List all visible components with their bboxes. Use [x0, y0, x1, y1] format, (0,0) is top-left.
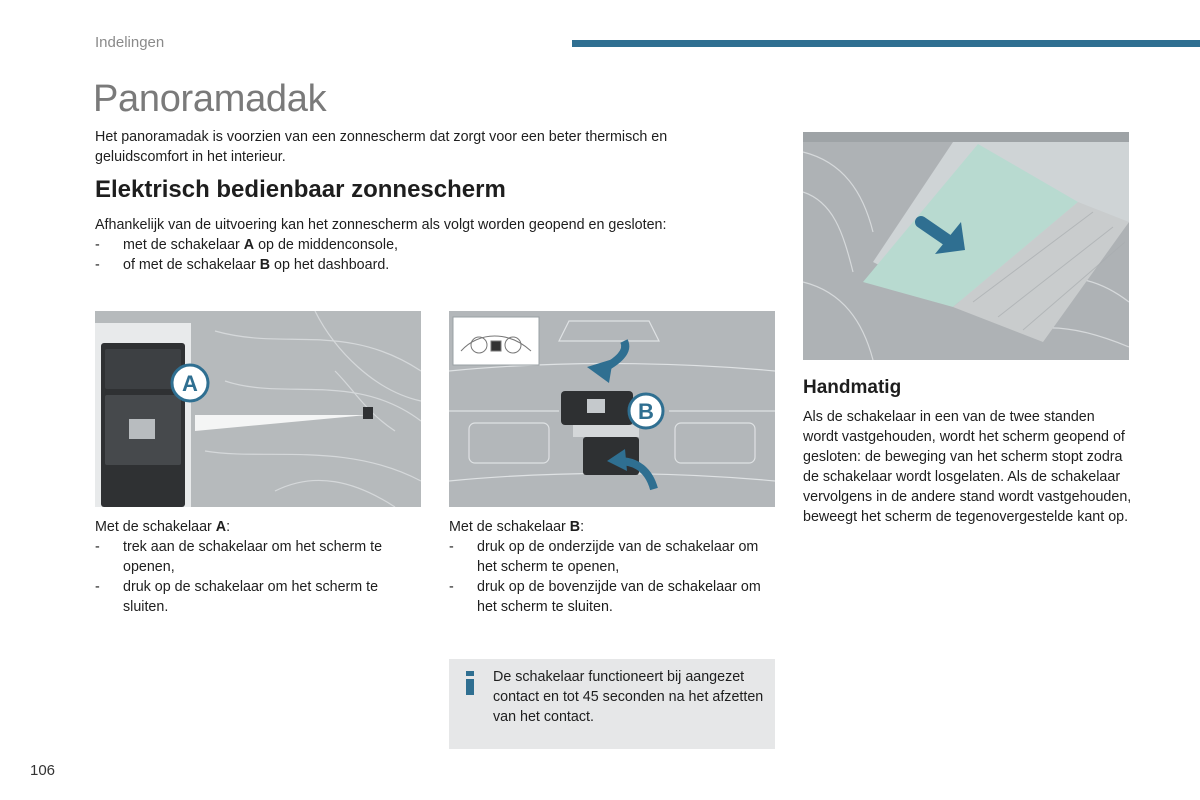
option-pre: met de schakelaar — [123, 237, 244, 253]
switch-b-instructions — [449, 517, 779, 617]
figure-roof-illustration — [803, 132, 1129, 360]
figure-switch-b — [449, 311, 775, 507]
info-box — [449, 659, 775, 749]
option-post: op het dashboard. — [270, 257, 390, 273]
intro-paragraph: Het panoramadak is voorzien van een zonnescherm dat zorgt voor een beter thermisch en geluidscomfort in het interieur. — [95, 129, 668, 165]
switch-b-intro-post: : — [580, 519, 585, 535]
info-text: De schakelaar functioneert bij aangezet contact en tot 45 seconden na het afzetten van het contact. — [493, 669, 764, 725]
bullet-dash: - — [95, 237, 100, 253]
step-text: druk op de onderzijde van de schakelaar om het scherm te openen, — [477, 539, 759, 575]
switch-a-step — [95, 537, 425, 577]
electric-lead — [95, 215, 755, 275]
figure-switch-a — [95, 311, 421, 507]
option-post: op de middenconsole, — [254, 237, 398, 253]
option-key: A — [243, 237, 255, 253]
switch-a-intro-post: : — [226, 519, 231, 535]
switch-b-key: B — [569, 519, 581, 535]
bullet-dash: - — [95, 257, 100, 273]
switch-b-step — [449, 537, 779, 577]
info-icon — [463, 669, 477, 697]
figure-switch-a-illustration — [95, 311, 421, 507]
header-bar — [572, 40, 1200, 47]
switch-b-intro — [449, 517, 779, 537]
switch-a-instructions — [95, 517, 425, 617]
figure-a-label: A — [182, 371, 198, 396]
switch-b-intro-pre: Met de schakelaar — [449, 519, 570, 535]
figure-b-label: B — [638, 399, 654, 424]
section-label: Indelingen — [95, 34, 165, 51]
electric-lead-text: Afhankelijk van de uitvoering kan het zonnescherm als volgt worden geopend en gesloten: — [95, 217, 667, 233]
bullet-dash: - — [449, 539, 454, 555]
switch-a-intro-pre: Met de schakelaar — [95, 519, 216, 535]
bullet-dash: - — [95, 579, 100, 595]
switch-b-step — [449, 577, 779, 617]
bullet-dash: - — [95, 539, 100, 555]
electric-heading: Elektrisch bedienbaar zonnescherm — [95, 176, 506, 203]
switch-a-intro — [95, 517, 425, 537]
option-key: B — [259, 257, 271, 273]
step-text: druk op de bovenzijde van de schakelaar om het scherm te sluiten. — [477, 579, 761, 615]
option-item — [95, 235, 755, 255]
page-title: Panoramadak — [93, 78, 327, 120]
bullet-dash: - — [449, 579, 454, 595]
page-number: 106 — [30, 762, 56, 779]
step-text: trek aan de schakelaar om het scherm te openen, — [123, 539, 383, 575]
switch-a-key: A — [215, 519, 227, 535]
option-pre: of met de schakelaar — [123, 257, 260, 273]
figure-panoramic-roof — [803, 132, 1129, 360]
manual-paragraph: Als de schakelaar in een van de twee standen wordt vastgehouden, wordt het scherm geopend of gesloten: de beweging van het scherm stopt zodra de schakelaar wordt losgelaten. Als de schakelaar vervolgens in de andere stand wordt vastgehouden, beweegt het scherm de tegenovergestelde kant op. — [803, 409, 1132, 525]
manual-heading: Handmatig — [803, 377, 902, 398]
option-item — [95, 255, 755, 275]
switch-a-step — [95, 577, 425, 617]
step-text: druk op de schakelaar om het scherm te sluiten. — [123, 579, 379, 615]
figure-switch-b-illustration — [449, 311, 775, 507]
